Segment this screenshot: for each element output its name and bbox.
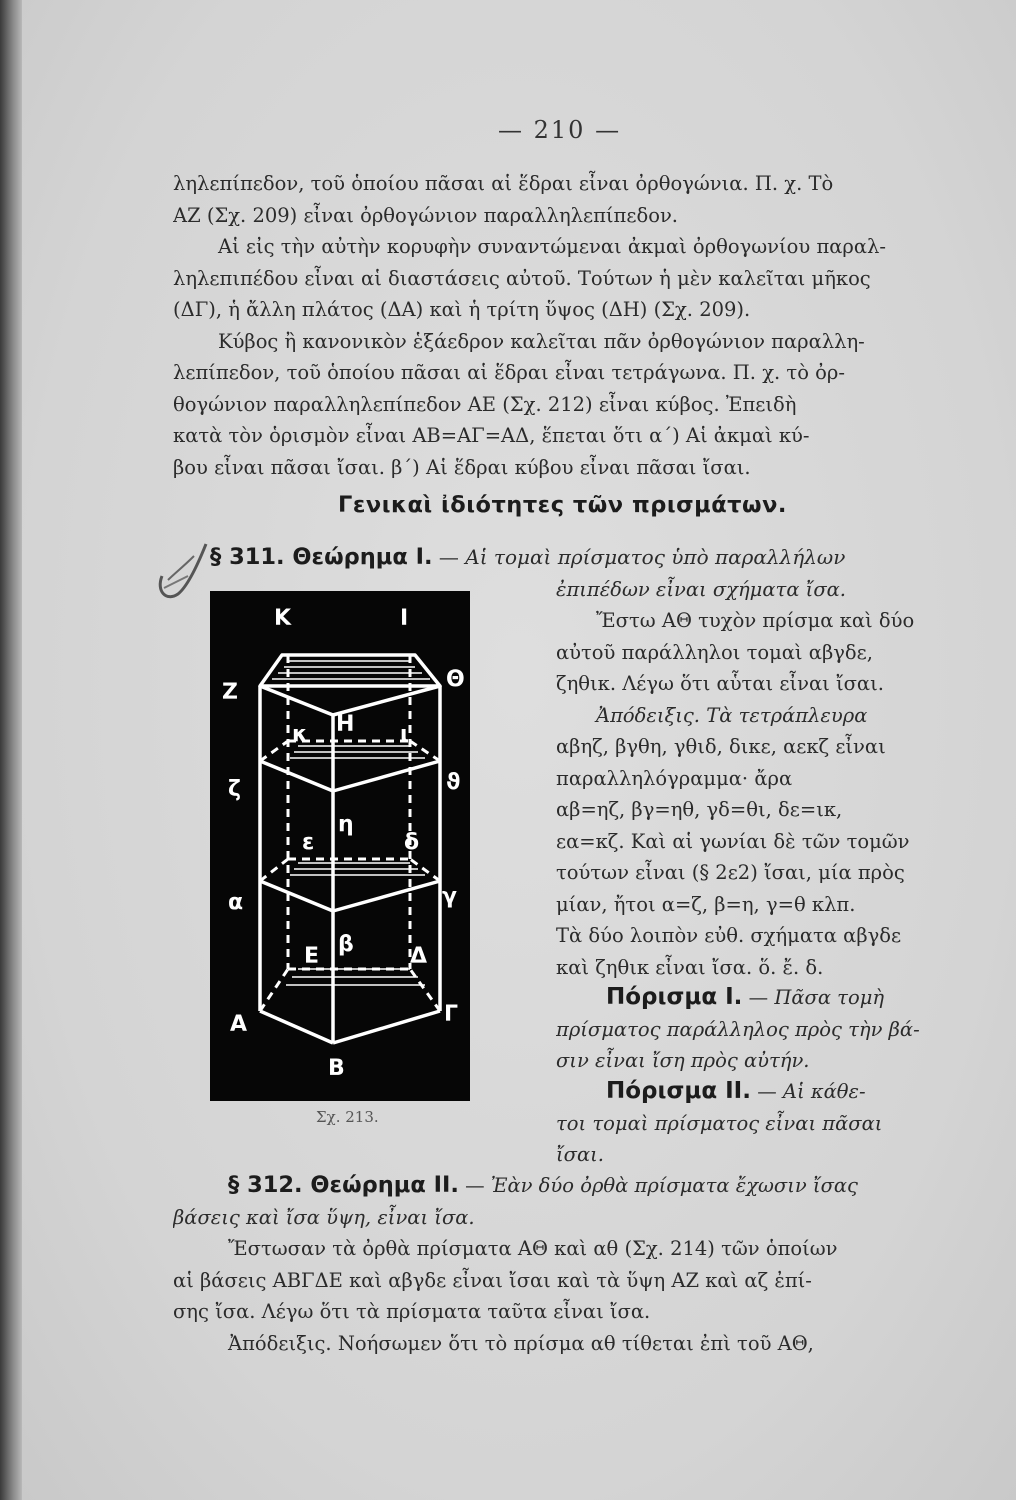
intro-paragraph (173, 168, 988, 483)
label-theta: ϑ (446, 770, 461, 795)
theorem-1-statement: Αἱ τομαὶ πρίσματος ὑπὸ παραλλήλων (465, 545, 846, 569)
text-line: κατὰ τὸν ὁρισμὸν εἶναι ΑΒ=ΑΓ=ΑΔ, ἕπεται ὅτι α΄) Αἱ ἀκμαὶ κύ- (173, 424, 810, 447)
label-zeta: ζ (228, 777, 241, 802)
label-epsilon: ε (302, 830, 315, 855)
label-E: Ε (304, 944, 320, 969)
label-beta: β (338, 932, 354, 957)
label-Theta: Θ (446, 667, 465, 692)
label-D: Δ (410, 944, 428, 969)
text-line: (ΔΓ), ἡ ἄλλη πλάτος (ΔΑ) καὶ ἡ τρίτη ὕψος (ΔΗ) (Σχ. 209). (173, 298, 751, 321)
porisma-1-label: Πόρισμα Ι. (606, 984, 743, 1010)
porisma-2: Πόρισμα ΙΙ. — Αἱ κάθε- τοι τομαὶ πρίσματος εἶναι πᾶσαι ἴσαι. (556, 1078, 883, 1166)
label-G: Γ (444, 1002, 459, 1027)
section-heading: Γενικαὶ ἰδιότητες τῶν πρισμάτων. (338, 492, 787, 518)
text-line: Αἱ εἰς τὴν αὐτὴν κορυφὴν συναντώμεναι ἀκμαὶ ὀρθογωνίου παραλ- (218, 235, 887, 258)
text-line: ληλεπιπέδου εἶναι αἱ διαστάσεις αὐτοῦ. Τούτων ἡ μὲν καλεῖται μῆκος (173, 266, 871, 290)
book-spine-edge (0, 0, 22, 1500)
text-line: βου εἶναι πᾶσαι ἴσαι. β΄) Αἱ ἕδραι κύβου εἶναι πᾶσαι ἴσαι. (173, 455, 751, 479)
label-eta: η (338, 812, 354, 837)
porisma-2-label: Πόρισμα ΙΙ. (606, 1078, 751, 1104)
text-line: λεπίπεδον, τοῦ ὁποίου πᾶσαι αἱ ἕδραι εἶναι τετράγωνα. Π. χ. τὸ ὀρ- (173, 361, 845, 384)
label-gamma: γ (442, 884, 457, 909)
label-B: Β (328, 1056, 345, 1081)
figure-caption: Σχ. 213. (316, 1108, 379, 1126)
theorem-2-label: § 312. Θεώρημα ΙΙ. (228, 1172, 459, 1198)
text-line: Κύβος ἢ κανονικὸν ἑξάεδρον καλεῖται πᾶν ὀρθογώνιον παραλλη- (218, 329, 865, 353)
label-delta: δ (404, 830, 420, 855)
prism-diagram (210, 591, 470, 1101)
label-alpha: α (228, 890, 244, 915)
theorem-1-body: Ἔστω ΑΘ τυχὸν πρίσμα καὶ δύο αὐτοῦ παράλληλοι τομαὶ αβγδε, ζηθικ. Λέγω ὅτι αὗται εἶναι ἴσαι. Ἀπόδειξις. Τὰ τετράπλευρα αβηζ, βγθη, γθιδ, δικε, αεκζ εἶναι παραλληλόγραμμα· ἄρα αβ=ηζ, βγ=ηθ, γδ=θι, δε=ικ, εα=κζ. Καὶ αἱ γωνίαι δὲ τῶν τομῶν τούτων εἶναι (§ 2ε2) ἴσαι, μία πρὸς μίαν, ἤτοι α=ζ, β=η, γ=θ κλπ. Τὰ δύο λοιπὸν εὐθ. σχήματα αβγδε καὶ ζηθικ εἶναι ἴσα. ὅ. ἔ. δ. (556, 609, 915, 979)
label-Z: Ζ (222, 680, 238, 705)
text-line: ληλεπίπεδον, τοῦ ὁποίου πᾶσαι αἱ ἕδραι εἶναι ὀρθογώνια. Π. χ. Τὸ (173, 172, 834, 195)
pencil-mark-icon (154, 536, 214, 606)
text-line: θογώνιον παραλληλεπίπεδον ΑΕ (Σχ. 212) εἶναι κύβος. Ἐπειδὴ (173, 392, 797, 416)
theorem-1-statement-cont: ἐπιπέδων εἶναι σχήματα ἴσα. (556, 578, 847, 601)
label-I: Ι (400, 606, 409, 631)
page-number: — 210 — (498, 116, 622, 144)
label-iota: ι (400, 722, 409, 747)
theorem-1-label: § 311. Θεώρημα Ι. (210, 544, 433, 570)
label-kappa: κ (292, 722, 308, 747)
prism-figure (210, 591, 470, 1101)
label-H: Η (336, 712, 355, 737)
theorem-1-heading: § 311. Θεώρημα Ι. — Αἱ τομαὶ πρίσματος ὑπὸ παραλλήλων (210, 544, 846, 570)
text-line: ΑΖ (Σχ. 209) εἶναι ὀρθογώνιον παραλληλεπίπεδον. (173, 203, 679, 227)
porisma-1: Πόρισμα Ι. — Πᾶσα τομὴ πρίσματος παράλληλος πρὸς τὴν βά- σιν εἶναι ἴση πρὸς αὐτήν. (556, 984, 920, 1072)
label-K: Κ (274, 606, 292, 631)
label-A: Α (230, 1012, 248, 1037)
theorem-2: § 312. Θεώρημα ΙΙ. — Ἐὰν δύο ὀρθὰ πρίσματα ἔχωσιν ἴσας βάσεις καὶ ἴσα ὕψη, εἶναι ἴσα. Ἔστωσαν τὰ ὀρθὰ πρίσματα ΑΘ καὶ αθ (Σχ. 214) τῶν ὁποίων αἱ βάσεις ΑΒΓΔΕ καὶ αβγδε εἶναι ἴσαι καὶ τὰ ὕψη ΑΖ καὶ αζ ἐπί- σης ἴσα. Λέγω ὅτι τὰ πρίσματα ταῦτα εἶναι ἴσα. Ἀπόδειξις. Νοήσωμεν ὅτι τὸ πρίσμα αθ τίθεται ἐπὶ τοῦ ΑΘ, (173, 1172, 858, 1355)
